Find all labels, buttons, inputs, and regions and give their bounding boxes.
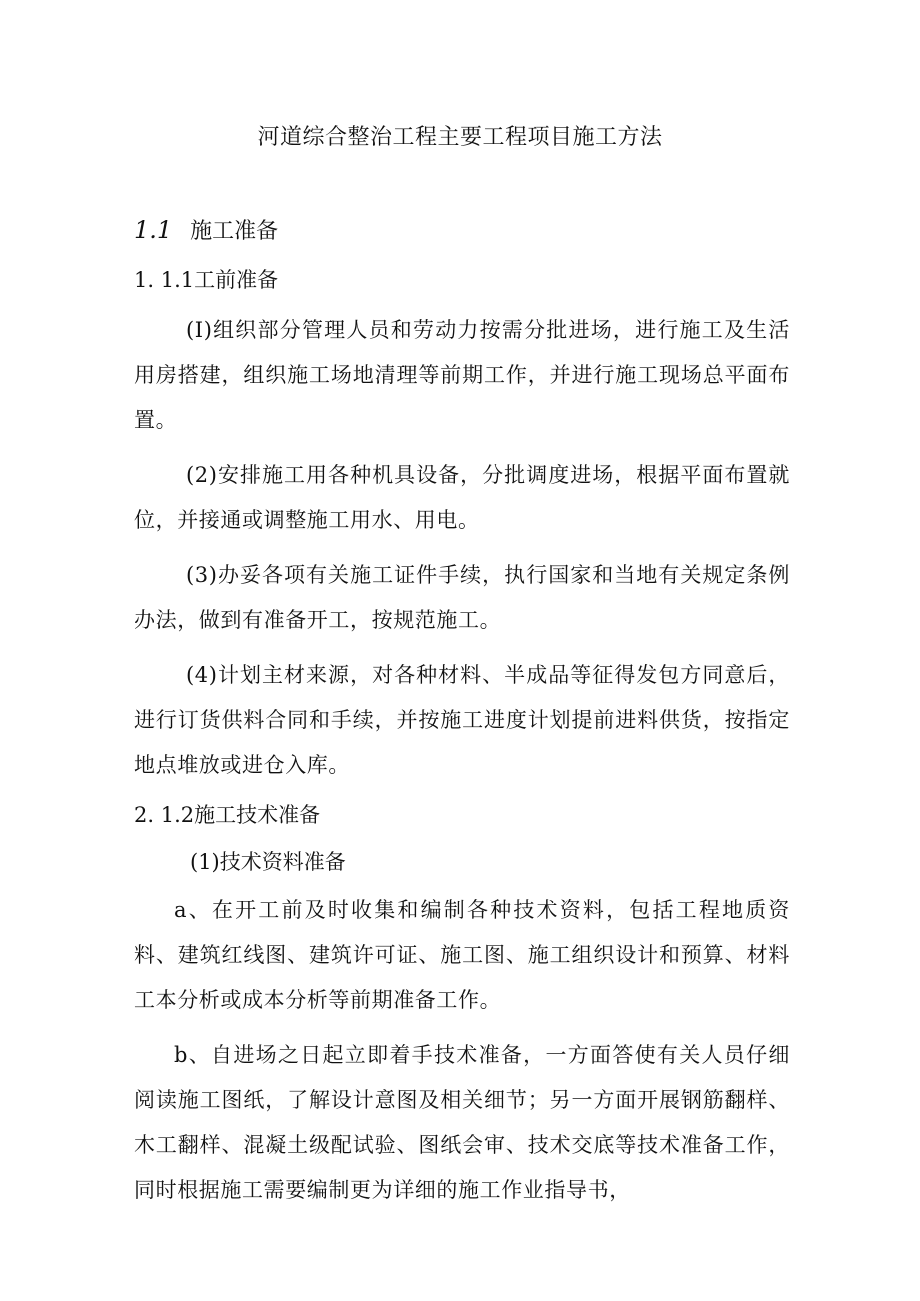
- section-heading: [134, 210, 278, 252]
- subsection-heading-1: 1. 1.1工前准备: [134, 268, 279, 292]
- paragraph-a: a、在开工前及时收集和编制各种技术资料，包括工程地质资料、建筑红线图、建筑许可证、施工图、施工组织设计和预算、材料工本分析或成本分析等前期准备工作。: [134, 898, 790, 1012]
- item-heading: (1)技术资料准备: [190, 850, 346, 874]
- paragraph-4: (4)计划主材来源，对各种材料、半成品等征得发包方同意后，进行订货供料合同和手续，并按施工进度计划提前进料供货，按指定地点堆放或进仓入库。: [134, 663, 790, 777]
- subsection-heading-2: 2. 1.2施工技术准备: [134, 803, 321, 827]
- section-number: 1.1: [134, 216, 173, 244]
- paragraph-3: (3)办妥各项有关施工证件手续，执行国家和当地有关规定条例办法，做到有准备开工，按规范施工。: [134, 563, 790, 632]
- paragraph-b: b、自进场之日起立即着手技术准备，一方面答使有关人员仔细阅读施工图纸，了解设计意图及相关细节；另一方面开展钢筋翻样、木工翻样、混凝土级配试验、图纸会审、技术交底等技术准备工作，同时根据施工需要编制更为详细的施工作业指导书，: [134, 1043, 790, 1202]
- section-label: 施工准备: [190, 219, 279, 244]
- document-title: 河道综合整治工程主要工程项目施工方法: [257, 125, 663, 150]
- paragraph-1: (I)组织部分管理人员和劳动力按需分批进场，进行施工及生活用房搭建，组织施工场地清理等前期工作，并进行施工现场总平面布置。: [134, 318, 790, 432]
- paragraph-2: (2)安排施工用各种机具设备，分批调度进场，根据平面布置就位，并接通或调整施工用水、用电。: [134, 463, 790, 532]
